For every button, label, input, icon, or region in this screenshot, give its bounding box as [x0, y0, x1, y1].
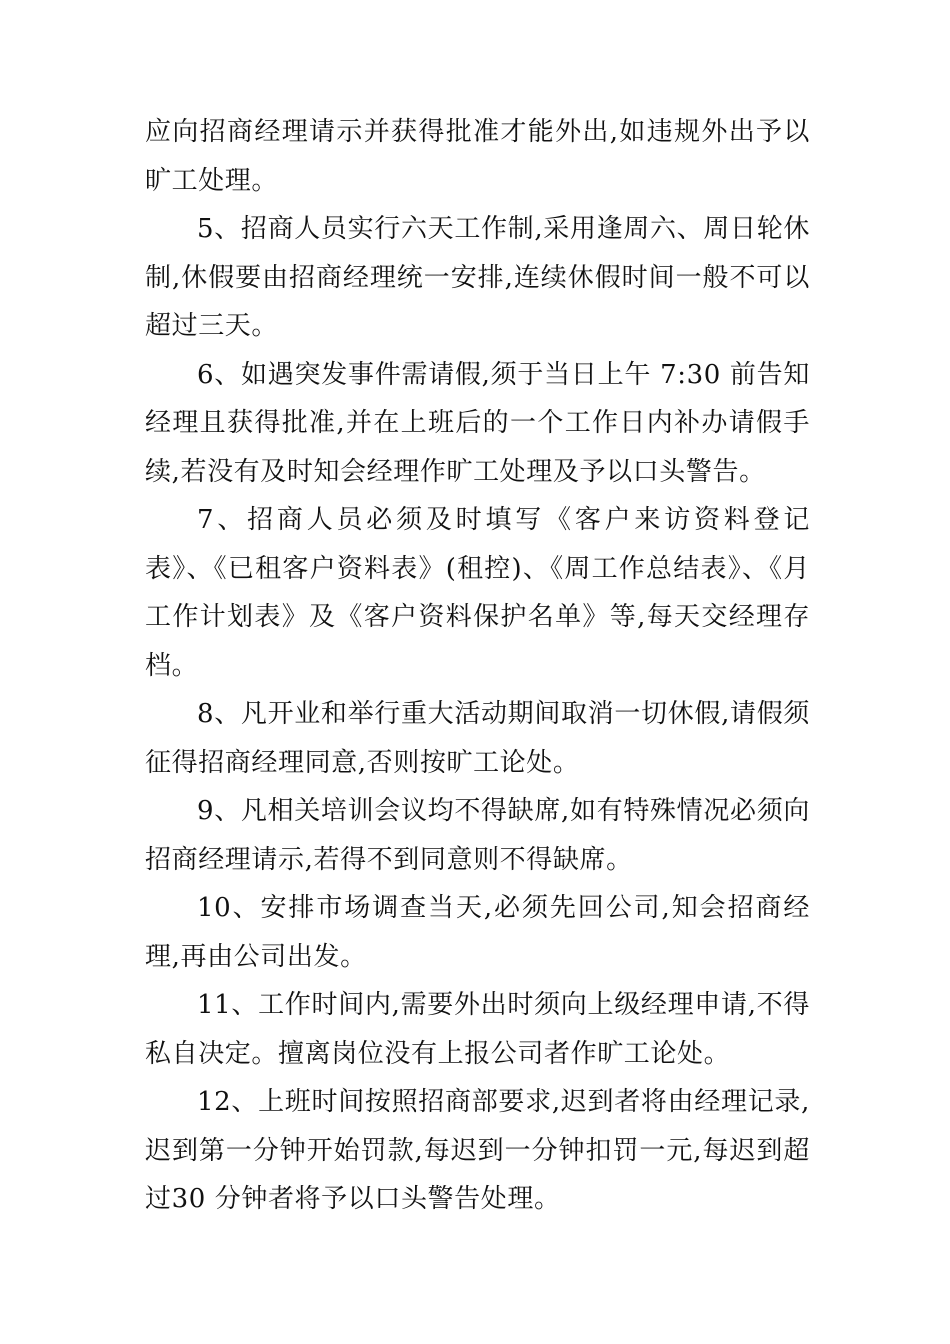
paragraph-item-8: 8、凡开业和举行重大活动期间取消一切休假,请假须征得招商经理同意,否则按旷工论处。	[145, 699, 810, 778]
paragraph-item-9: 9、凡相关培训会议均不得缺席,如有特殊情况必须向招商经理请示,若得不到同意则不得缺席。	[145, 796, 810, 875]
paragraph-item-6: 6、如遇突发事件需请假,须于当日上午 7:30 前告知经理且获得批准,并在上班后的一个工作日内补办请假手续,若没有及时知会经理作旷工处理及予以口头警告。	[145, 359, 810, 487]
document-body	[145, 108, 810, 1224]
paragraph-continuation: 应向招商经理请示并获得批准才能外出,如违规外出予以旷工处理。	[145, 117, 810, 196]
paragraph-item-7: 7、招商人员必须及时填写《客户来访资料登记表》、《已租客户资料表》(租控)、《周工作总结表》、《月工作计划表》及《客户资料保护名单》等,每天交经理存档。	[145, 505, 810, 681]
paragraph-item-12: 12、上班时间按照招商部要求,迟到者将由经理记录,迟到第一分钟开始罚款,每迟到一分钟扣罚一元,每迟到超过30 分钟者将予以口头警告处理。	[145, 1087, 810, 1214]
paragraph-item-10: 10、安排市场调查当天,必须先回公司,知会招商经理,再由公司出发。	[145, 893, 810, 972]
paragraph-item-5: 5、招商人员实行六天工作制,采用逢周六、周日轮休制,休假要由招商经理统一安排,连续休假时间一般不可以超过三天。	[145, 214, 810, 341]
paragraph-item-11: 11、工作时间内,需要外出时须向上级经理申请,不得私自决定。擅离岗位没有上报公司者作旷工论处。	[145, 990, 810, 1069]
